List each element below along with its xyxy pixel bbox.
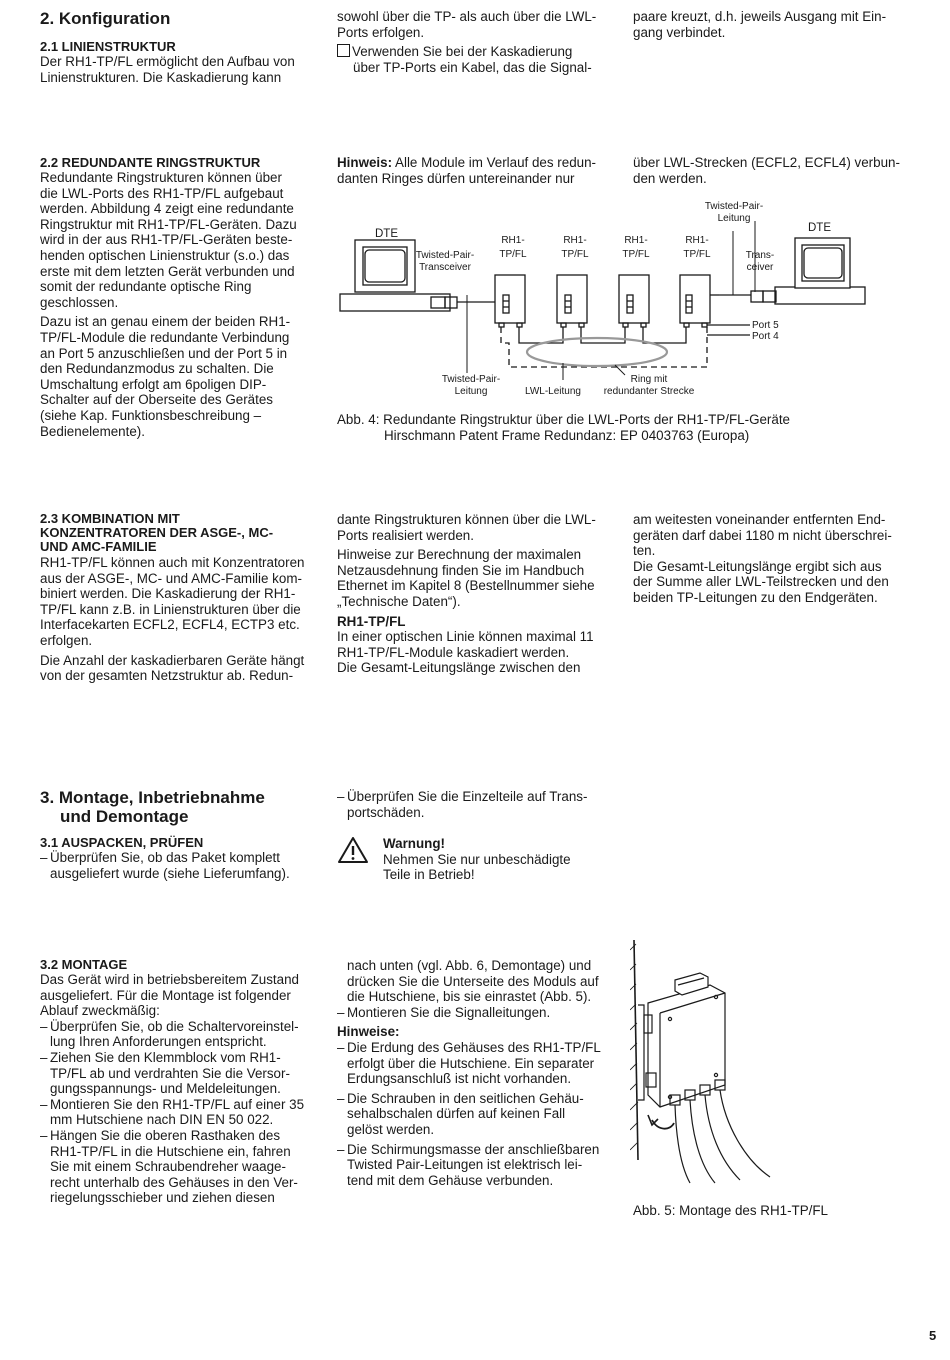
line: dante Ringstrukturen können über die LWL- bbox=[337, 512, 596, 527]
fig4-module-1-label: RH1- bbox=[501, 235, 525, 246]
line: Sie mit einem Schraubendreher waage- bbox=[50, 1159, 286, 1175]
line: über LWL-Strecken (ECFL2, ECFL4) verbun- bbox=[633, 155, 900, 170]
line: Schalter auf der Oberseite des Gerätes bbox=[40, 392, 273, 408]
warning-line: Teile in Betrieb! bbox=[383, 867, 475, 883]
sec-2-2-hint bbox=[337, 155, 622, 186]
sec-2-1-col2 bbox=[337, 9, 622, 75]
fig4-module-3-label: TP/FL bbox=[622, 249, 650, 260]
checkbox-square-icon bbox=[337, 44, 350, 57]
sec-2-1-col1 bbox=[40, 40, 330, 85]
fig4-tp-line-bottom: Twisted-Pair- bbox=[441, 374, 501, 385]
sec-3-2-col2 bbox=[337, 958, 622, 1188]
line: geschlossen. bbox=[40, 294, 119, 310]
fig4-transceiver-right: ceiver bbox=[746, 262, 774, 273]
line: biniert werden. Die Kaskadierung der RH1- bbox=[40, 586, 296, 602]
line: portschäden. bbox=[347, 804, 425, 820]
list-item bbox=[337, 789, 622, 820]
line: ten. bbox=[633, 543, 656, 559]
line: Die Gesamt-Leitungslänge ergibt sich aus bbox=[633, 558, 882, 574]
line: – Überprüfen Sie, ob das Paket komplett bbox=[50, 850, 281, 865]
fig4-module-2-label: RH1- bbox=[563, 235, 587, 246]
list-item bbox=[40, 1097, 332, 1128]
line: Redundante Ringstrukturen können über bbox=[40, 170, 282, 185]
line: Die Gesamt-Leitungslänge zwischen den bbox=[337, 660, 581, 676]
sec-2-3-col1 bbox=[40, 512, 332, 688]
fig4-tp-line-top: Leitung bbox=[717, 213, 751, 224]
sec-2-1-line: paare kreuzt, d.h. jeweils Ausgang mit Ein- bbox=[633, 9, 887, 24]
line: RH1-TP/FL in die Hutschiene ein, fahren bbox=[50, 1143, 291, 1159]
fig4-port5: Port 5 bbox=[752, 320, 779, 331]
sec-2-3-heading: 2.3 KOMBINATION MIT bbox=[40, 511, 180, 526]
sec-2-1-heading: 2.1 LINIENSTRUKTUR bbox=[40, 39, 176, 54]
line: Ringstruktur mit RH1-TP/FL-Geräten. Dazu bbox=[40, 216, 297, 232]
module-2 bbox=[557, 275, 587, 327]
list-item bbox=[337, 1142, 622, 1189]
line: – Ziehen Sie den Klemmblock vom RH1- bbox=[50, 1049, 281, 1065]
check-line: Verwenden Sie bei der Kaskadierung bbox=[352, 44, 573, 60]
checklist-item bbox=[337, 44, 622, 60]
line: lung Ihren Anforderungen entspricht. bbox=[50, 1034, 267, 1050]
sec-3-2-col1 bbox=[40, 958, 332, 1206]
line: der Summe aller LWL-Teilstrecken und den bbox=[633, 574, 889, 590]
line: riegelungsschieber und ziehen diesen bbox=[50, 1190, 275, 1206]
sec-2-2-para1 bbox=[40, 170, 332, 310]
section-2-title: 2. Konfiguration bbox=[40, 9, 171, 28]
line: am weitesten voneinander entfernten End- bbox=[633, 512, 886, 527]
sec-2-1-line: gang verbindet. bbox=[633, 24, 726, 40]
sec-2-3-para2 bbox=[40, 653, 332, 684]
line: Die Anzahl der kaskadierbaren Geräte hängt bbox=[40, 652, 305, 668]
section-3-title: und Demontage bbox=[60, 807, 189, 826]
line: aus der ASGE-, MC- und AMC-Familie kom- bbox=[40, 570, 302, 586]
line: den Redundanzmodus zu schalten. Die bbox=[40, 361, 274, 377]
line: drücken Sie die Unterseite des Moduls auf bbox=[347, 973, 599, 989]
fig4-module-3-label: RH1- bbox=[624, 235, 648, 246]
line: – Die Schirmungsmasse der anschließbaren bbox=[347, 1141, 600, 1157]
line: wird in der aus RH1-TP/FL-Geräten beste- bbox=[40, 232, 293, 248]
fig4-ring-label: Ring mit bbox=[630, 374, 668, 385]
line: Hinweise zur Berechnung der maximalen bbox=[337, 547, 582, 563]
list-item bbox=[40, 1019, 332, 1050]
sec-2-3-para1 bbox=[40, 555, 332, 649]
warning-line: Nehmen Sie nur unbeschädigte bbox=[383, 851, 571, 867]
line: „Technische Daten“). bbox=[337, 593, 461, 609]
line: RH1-TP/FL-Module kaskadiert werden. bbox=[337, 644, 570, 660]
redundant-ring-ellipse bbox=[527, 338, 667, 366]
caption-line: Hirschmann Patent Frame Redundanz: EP 0403763 (Europa) bbox=[384, 427, 750, 443]
line: beiden TP-Leitungen zu den Endgeräten. bbox=[633, 589, 878, 605]
hint-text: Alle Module im Verlauf des redun- bbox=[392, 155, 597, 170]
line: die Hutschiene, bis sie einrastet (Abb. 5). bbox=[347, 989, 592, 1005]
hints-heading: Hinweise: bbox=[337, 1024, 400, 1040]
fig4-dte-right: DTE bbox=[808, 222, 831, 234]
caption-line: Abb. 4: Redundante Ringstruktur über die LWL-Ports der RH1-TP/FL-Geräte bbox=[337, 412, 791, 427]
sec-3-1-heading: 3.1 AUSPACKEN, PRÜFEN bbox=[40, 835, 204, 850]
sec-2-1-line: sowohl über die TP- als auch über die LWL- bbox=[337, 9, 597, 24]
line: an Port 5 anzuschließen und der Port 5 in bbox=[40, 345, 288, 361]
line: von der gesamten Netzstruktur ab. Redun- bbox=[40, 668, 294, 684]
fig4-ring-label: redundanter Strecke bbox=[603, 386, 695, 397]
line: sehalbschalen dürfen auf keinen Fall bbox=[347, 1106, 566, 1122]
sec-2-3-col2 bbox=[337, 512, 622, 676]
page-number: 5 bbox=[929, 1328, 937, 1343]
fig4-module-4-label: RH1- bbox=[685, 235, 709, 246]
fig4-port4: Port 4 bbox=[752, 331, 779, 342]
line: henden optischen Linienstruktur (s.o.) das bbox=[40, 247, 290, 263]
sec-2-1-line: Linienstrukturen. Die Kaskadierung kann bbox=[40, 69, 282, 85]
fig4-module-1-label: TP/FL bbox=[499, 249, 527, 260]
hint-label: Hinweis: bbox=[337, 155, 393, 170]
continuation bbox=[337, 958, 622, 1005]
line: Ablauf zweckmäßig: bbox=[40, 1003, 160, 1019]
list-item bbox=[337, 1040, 622, 1087]
line: nach unten (vgl. Abb. 6, Demontage) und bbox=[347, 958, 592, 973]
line: In einer optischen Linie können maximal 11 bbox=[337, 629, 594, 645]
line: Netzausdehnung finden Sie im Handbuch bbox=[337, 562, 585, 578]
line: gelöst werden. bbox=[347, 1121, 435, 1137]
line: den werden. bbox=[633, 170, 707, 186]
module-4 bbox=[680, 275, 750, 335]
fig4-tp-line-top: Twisted-Pair- bbox=[704, 201, 764, 212]
line: ausgeliefert wurde (siehe Lieferumfang). bbox=[50, 865, 290, 881]
line: TP/FL ab und verdrahten Sie die Versor- bbox=[50, 1065, 290, 1081]
transceiver-right bbox=[719, 291, 776, 302]
module-1 bbox=[495, 275, 525, 327]
fig4-module-4-label: TP/FL bbox=[683, 249, 711, 260]
sub-heading-rh1: RH1-TP/FL bbox=[337, 613, 406, 629]
sec-2-2-col1 bbox=[40, 156, 332, 443]
sec-3-2-heading: 3.2 MONTAGE bbox=[40, 957, 128, 972]
wall-line bbox=[634, 940, 638, 1160]
sec-2-3-heading: UND AMC-FAMILIE bbox=[40, 539, 157, 554]
list-item bbox=[40, 1050, 332, 1097]
line: Umschaltung erfolgt am 6poligen DIP- bbox=[40, 376, 267, 392]
cables bbox=[670, 1080, 770, 1183]
sec-3-1-col2 bbox=[337, 789, 622, 883]
line: (siehe Kap. Funktionsbeschreibung – bbox=[40, 407, 262, 423]
list-item: – Montieren Sie die Signalleitungen. bbox=[337, 1005, 622, 1021]
fig4-dte-left: DTE bbox=[375, 228, 398, 240]
fig4-tp-transceiver-label: Twisted-Pair- bbox=[415, 250, 475, 261]
line: geräten darf dabei 1180 m nicht überschrei- bbox=[633, 527, 892, 543]
fig4-tp-transceiver-label: Transceiver bbox=[419, 262, 471, 273]
line: erfolgen. bbox=[40, 632, 93, 648]
sec-2-1-line: Ports erfolgen. bbox=[337, 24, 425, 40]
din-rail bbox=[638, 1005, 644, 1100]
sec-2-2-heading: 2.2 REDUNDANTE RINGSTRUKTUR bbox=[40, 155, 261, 170]
line: – Die Erdung des Gehäuses des RH1-TP/FL bbox=[347, 1039, 601, 1055]
warning-triangle-icon bbox=[337, 836, 369, 864]
line: ausgeliefert. Für die Montage ist folgender bbox=[40, 987, 291, 1003]
figure-4-caption bbox=[337, 412, 897, 443]
para bbox=[337, 512, 622, 543]
section-3 bbox=[40, 788, 332, 881]
line: somit der redundante optische Ring bbox=[40, 279, 252, 295]
rh1-housing bbox=[644, 973, 725, 1107]
line: erfolgt über die Hutschiene. Ein separater bbox=[347, 1055, 595, 1071]
module-3 bbox=[619, 275, 649, 327]
line: – Überprüfen Sie, ob die Schaltervoreinstel- bbox=[50, 1018, 299, 1034]
sec-2-1-col3 bbox=[633, 9, 923, 40]
sec-2-3-heading: KONZENTRATOREN DER ASGE-, MC- bbox=[40, 525, 274, 540]
section-3-title: 3. Montage, Inbetriebnahme bbox=[40, 788, 265, 807]
fig4-module-2-label: TP/FL bbox=[561, 249, 589, 260]
fig4-lwl-line: LWL-Leitung bbox=[525, 386, 581, 397]
line: Dazu ist an genau einem der beiden RH1- bbox=[40, 314, 291, 330]
line: Ethernet im Kapitel 8 (Bestellnummer siehe bbox=[337, 578, 595, 594]
sec-2-1-line: Der RH1-TP/FL ermöglicht den Aufbau von bbox=[40, 54, 295, 69]
line: mm Hutschiene nach DIN EN 50 022. bbox=[50, 1112, 274, 1128]
list-item bbox=[40, 1128, 332, 1206]
line: werden. Abbildung 4 zeigt eine redundante bbox=[40, 201, 294, 217]
line: RH1-TP/FL können auch mit Konzentratoren bbox=[40, 555, 305, 570]
para bbox=[337, 547, 622, 609]
hint-line bbox=[337, 155, 622, 171]
hint-line: danten Ringes dürfen untereinander nur bbox=[337, 170, 575, 186]
line: – Montieren Sie den RH1-TP/FL auf einer 35 bbox=[50, 1096, 305, 1112]
dte-right-computer bbox=[775, 238, 865, 304]
figure-4-ring-diagram bbox=[335, 195, 875, 405]
line: gungsspannungs- und Meldeleitungen. bbox=[50, 1081, 281, 1097]
line: Das Gerät wird in betriebsbereitem Zustand bbox=[40, 972, 299, 987]
line: TP/FL kann z.B. in Linienstrukturen über die bbox=[40, 601, 301, 617]
line: Twisted Pair-Leitungen ist elektrisch lei- bbox=[347, 1157, 583, 1173]
line: recht unterhalb des Gehäuses in den Ver- bbox=[50, 1174, 298, 1190]
line: erste mit dem letzten Gerät verbunden und bbox=[40, 263, 295, 279]
sec-2-2-para2 bbox=[40, 314, 332, 439]
line: – Hängen Sie die oberen Rasthaken des bbox=[50, 1127, 281, 1143]
fig4-tp-line-bottom: Leitung bbox=[454, 386, 488, 397]
line: TP/FL-Module die redundante Verbindung bbox=[40, 329, 290, 345]
list-item bbox=[337, 1091, 622, 1138]
sec-2-3-col3 bbox=[633, 512, 923, 606]
figure-5-caption: Abb. 5: Montage des RH1-TP/FL bbox=[633, 1203, 829, 1218]
sec-2-2-col3 bbox=[633, 155, 923, 186]
list-item bbox=[40, 850, 332, 881]
warning-title: Warnung! bbox=[383, 836, 445, 852]
line: – Überprüfen Sie die Einzelteile auf Trans- bbox=[347, 789, 588, 804]
fig4-transceiver-right: Trans- bbox=[745, 250, 775, 261]
line: tend mit dem Gehäuse verbunden. bbox=[347, 1172, 554, 1188]
line: – Die Schrauben in den seitlichen Gehäu- bbox=[347, 1090, 584, 1106]
line: die LWL-Ports des RH1-TP/FL aufgebaut bbox=[40, 185, 284, 201]
line: Interfacekarten ECFL2, ECFL4, ECTP3 etc. bbox=[40, 617, 300, 633]
line: Bedienelemente). bbox=[40, 423, 145, 439]
figure-5-mounting-illustration bbox=[630, 935, 780, 1190]
warning-box bbox=[337, 836, 622, 883]
check-line: über TP-Ports ein Kabel, das die Signal- bbox=[353, 59, 592, 75]
line: Ports realisiert werden. bbox=[337, 527, 474, 543]
line: Erdungsanschluß ist nicht vorhanden. bbox=[347, 1071, 572, 1087]
section-2 bbox=[40, 9, 330, 28]
